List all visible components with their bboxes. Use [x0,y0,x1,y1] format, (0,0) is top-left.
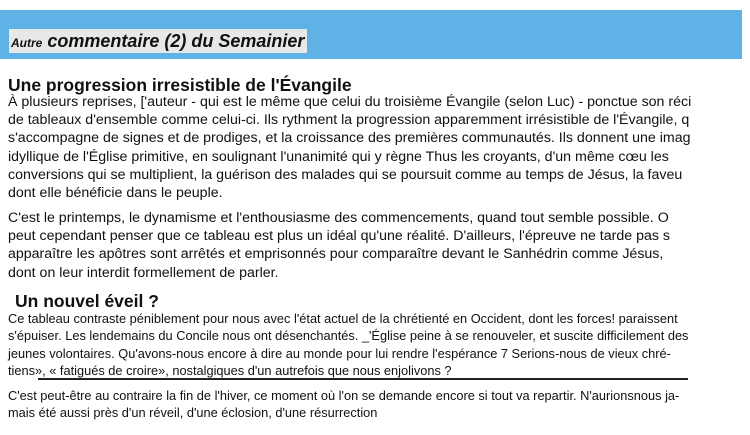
text-line: C'est le printemps, le dynamisme et l'enthousiasme des commencements, quand tout semble possible. O [8,210,669,226]
page-title-prefix: Autre [11,36,43,50]
text-line: de tableaux d'ensemble comme celui-ci. Ils rythment la progression apparemment irrésistible de l'Évangile, q [8,112,690,129]
text-line: À plusieurs reprises, ['auteur - qui est le même que celui du troisième Évangile (selon Luc) - ponctue son réci [8,94,692,110]
text-line: apparaître les apôtres sont arrêtés et emprisonnés pour comparaître devant le Sanhédrin comme Jésus, [8,246,664,263]
text-line: dont elle bénéficie dans le peuple. [8,185,223,202]
paragraph-printemps [8,209,750,282]
text-line: peut cependant penser que ce tableau est plus un idéal qu'une réalité. D'ailleurs, l'épreuve ne tarde pas s [8,228,670,245]
text-line: idyllique de l'Église primitive, en soulignant l'unanimité qui y règne Thus les croyants, d'un même cœu les [8,148,669,165]
text-line: jeunes volontaires. Qu'avons-nous encore à dire au monde pour lui rendre l'espérance 7 Serions-nous de vieux chré- [8,345,671,361]
text-line: Ce tableau contraste péniblement pour nous avec l'état actuel de la chrétienté en Occident, dont les forces! paraissent [8,311,678,326]
page-title-main: commentaire (2) du Semainier [42,31,305,51]
text-line: tiens», « fatigués de croire», nostalgiques d'un autrefois que nous enjolivons ? [8,363,452,379]
text-line: s'épuiser. Les lendemains du Concile nous ont désenchantés. _'Église peine à se renouveler, et suscite difficilement des [8,328,689,344]
paragraph-hiver [8,387,750,422]
text-line: dont on leur interdit formellement de parler. [8,264,279,281]
section-heading-eveil: Un nouvel éveil ? [15,291,159,311]
paragraph-contraste [8,310,750,380]
text-line: conversions qui se multiplient, la guérison des malades qui se poursuit comme au temps de Jésus, la faveu [8,166,683,183]
page-title [9,29,307,53]
text-line: C'est peut-être au contraire la fin de l'hiver, ce moment où l'on se demande encore si tout va repartir. N'aurionsnous ja- [8,388,680,403]
text-line: mais été aussi près d'un réveil, d'une éclosion, d'une résurrection [8,405,378,421]
section-heading-progression: Une progression irresistible de l'Évangile [8,75,352,95]
text-line: s'accompagne de signes et de prodiges, et la croissance des premières communautés. Ils donnent une imag [8,130,691,147]
divider [38,378,688,380]
paragraph-progression [8,93,750,202]
